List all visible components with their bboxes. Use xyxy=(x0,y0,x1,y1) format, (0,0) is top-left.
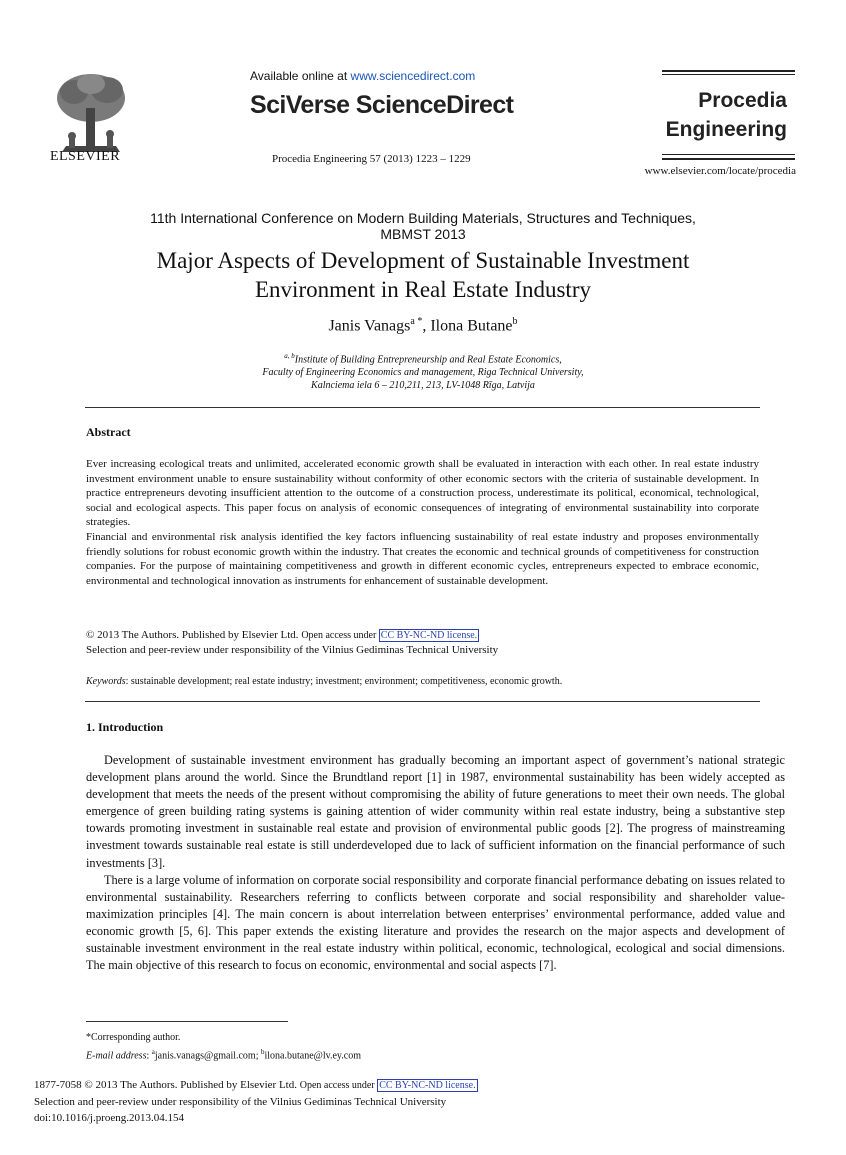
affiliation-marker: a, b xyxy=(284,352,295,360)
author-1: Janis Vanags xyxy=(328,317,411,335)
affiliation-line1: $^{a, b}$Institute of Building Entrepreneurship and Real Estate Economics, xyxy=(284,352,562,366)
author-2: Ilona Butane xyxy=(430,317,513,335)
affiliation xyxy=(40,350,806,392)
paper-title-line2: Environment in Real Estate Industry xyxy=(255,277,591,302)
journal-title-line2: Engineering xyxy=(665,118,787,141)
author-1-marker: a * xyxy=(410,316,423,327)
keywords-label: Keywords xyxy=(86,676,126,687)
open-access-text: Open access under xyxy=(301,630,379,641)
author-2-marker: b xyxy=(512,316,518,327)
platform-logo: SciVerse ScienceDirect xyxy=(250,91,514,119)
divider-bottom xyxy=(85,701,760,702)
page-footer xyxy=(34,1077,794,1126)
email-line: E-mail address: $^a$janis.vanags@gmail.com; $^b$ilona.butane@lv.ey.com xyxy=(86,1048,361,1062)
abstract-heading: Abstract xyxy=(86,425,131,439)
divider-top xyxy=(85,407,760,408)
section-heading: 1. Introduction xyxy=(86,720,164,734)
journal-title xyxy=(662,86,795,144)
available-prefix: Available online at xyxy=(250,69,351,83)
copyright-line: © 2013 The Authors. Published by Elsevier Ltd. Open access under CC BY-NC-ND license. xyxy=(86,629,478,641)
intro-paragraph-1: Development of sustainable investment environment has gradually becoming an important aspect of government’s national strategic development plans around the world. Since the Brundtland report [1] in 1987, environmental sustainability has been widely accepted as development that meets the needs of the present without compromising the ability of future generations to meet their own needs. The global emergence of green building rating systems is gaining attention of wider community within real estate industry, being a substantive step towards promoting investment in sustainable real estate and provision of environmental public goods [2]. The progress of mainstreaming investment towards sustainable real estate is still underdeveloped due to lack of sufficient information on the financial performance of such investments [3]. xyxy=(86,753,785,870)
footnote xyxy=(86,1030,776,1063)
corresponding-author: *Corresponding author. xyxy=(86,1032,181,1043)
elsevier-tree-logo xyxy=(52,70,130,156)
affiliation-line2: Faculty of Engineering Economics and management, Riga Technical University, xyxy=(262,367,584,379)
authors xyxy=(40,316,806,335)
sciencedirect-link[interactable]: www.sciencedirect.com xyxy=(350,69,476,83)
journal-title-line1: Procedia xyxy=(698,89,787,112)
publisher-wordmark: ELSEVIER xyxy=(49,149,121,164)
author-separator: , xyxy=(422,317,431,335)
footer-peer-review: Selection and peer-review under responsibility of the Vilnius Gediminas Technical University xyxy=(34,1096,447,1108)
email-b[interactable]: ilona.butane@lv.ey.com xyxy=(264,1050,361,1062)
conference-line2: MBMST 2013 xyxy=(380,226,466,242)
email-a[interactable]: janis.vanags@gmail.com; xyxy=(154,1050,261,1062)
footnote-rule xyxy=(86,1021,288,1022)
journal-rule-bottom xyxy=(662,158,795,160)
copyright-block xyxy=(86,628,759,658)
keywords-text: : sustainable development; real estate industry; investment; environment; competitiveness, economic growth. xyxy=(125,676,563,687)
conference-line1: 11th International Conference on Modern Building Materials, Structures and Techniques, xyxy=(150,210,696,226)
journal-rule-top xyxy=(662,70,795,72)
intro-paragraph-2: There is a large volume of information on corporate social responsibility and corporate financial performance debating on issues related to environmental sustainability. Researchers referring to conflicts between corporate and social responsibility and shareholder value-maximization principles [4]. The main concern is about interrelation between enterprises’ environmental performance, added value and economic growth [5, 6]. This paper extends the existing literature and provides the research on the major aspects and development of sustainable investment environment in the real estate industry within political, economic, technological, ecological and social dimensions. The main objective of this research to focus on economic, environmental and social aspects [7]. xyxy=(86,872,785,973)
conference-name xyxy=(40,210,806,242)
abstract-paragraph-1: Ever increasing ecological treats and unlimited, accelerated economic growth shall be evaluated in interaction with each other. In real estate industry investment environment unable to ensure sustainability without conformity of other economic sectors with the criteria of sustainable development. In practice entrepreneurs devoting insufficient attention to the outcome of a construction process, underestimate its political, economical, technological, social and ecological aspects. This paper focus on analysis of economic consequences of integrating of environmental sustainability into corporate strategies. xyxy=(86,458,759,529)
doi[interactable]: doi:10.1016/j.proeng.2013.04.154 xyxy=(34,1112,185,1124)
volume-info: Procedia Engineering 57 (2013) 1223 – 1229 xyxy=(272,153,471,165)
footer-license-link[interactable]: CC BY-NC-ND license. xyxy=(379,1080,476,1091)
journal-rule-bottom-thin xyxy=(662,154,795,155)
abstract-body xyxy=(86,457,759,588)
available-online xyxy=(250,69,475,83)
affiliation-line3: Kalnciema iela 6 – 210,211, 213, LV-1048 Rīga, Latvija xyxy=(311,380,535,392)
introduction-body xyxy=(86,752,785,974)
journal-rule-top-thin xyxy=(662,74,795,75)
issn-line: 1877-7058 © 2013 The Authors. Published by Elsevier Ltd. Open access under CC BY-NC-ND license. xyxy=(34,1079,476,1091)
peer-review-line: Selection and peer-review under responsibility of the Vilnius Gediminas Technical University xyxy=(86,644,499,656)
paper-title xyxy=(40,246,806,304)
keywords xyxy=(86,676,759,687)
paper-title-line1: Major Aspects of Development of Sustainable Investment xyxy=(156,248,690,273)
license-link[interactable]: CC BY-NC-ND license. xyxy=(380,630,478,641)
abstract-paragraph-2: Financial and environmental risk analysis identified the key factors influencing sustainability of real estate industry and proposes environmentally friendly solutions for robust economic growth within the industry. That creates the economic and technical grounds of competitiveness for construction companies. For the purpose of maintaining competitiveness and growth in different economic cycles, entrepreneurs expected to embrace economic, environmental and technological innovation as instruments for enhancement of sustainable development. xyxy=(86,530,759,587)
journal-url[interactable]: www.elsevier.com/locate/procedia xyxy=(644,165,796,177)
